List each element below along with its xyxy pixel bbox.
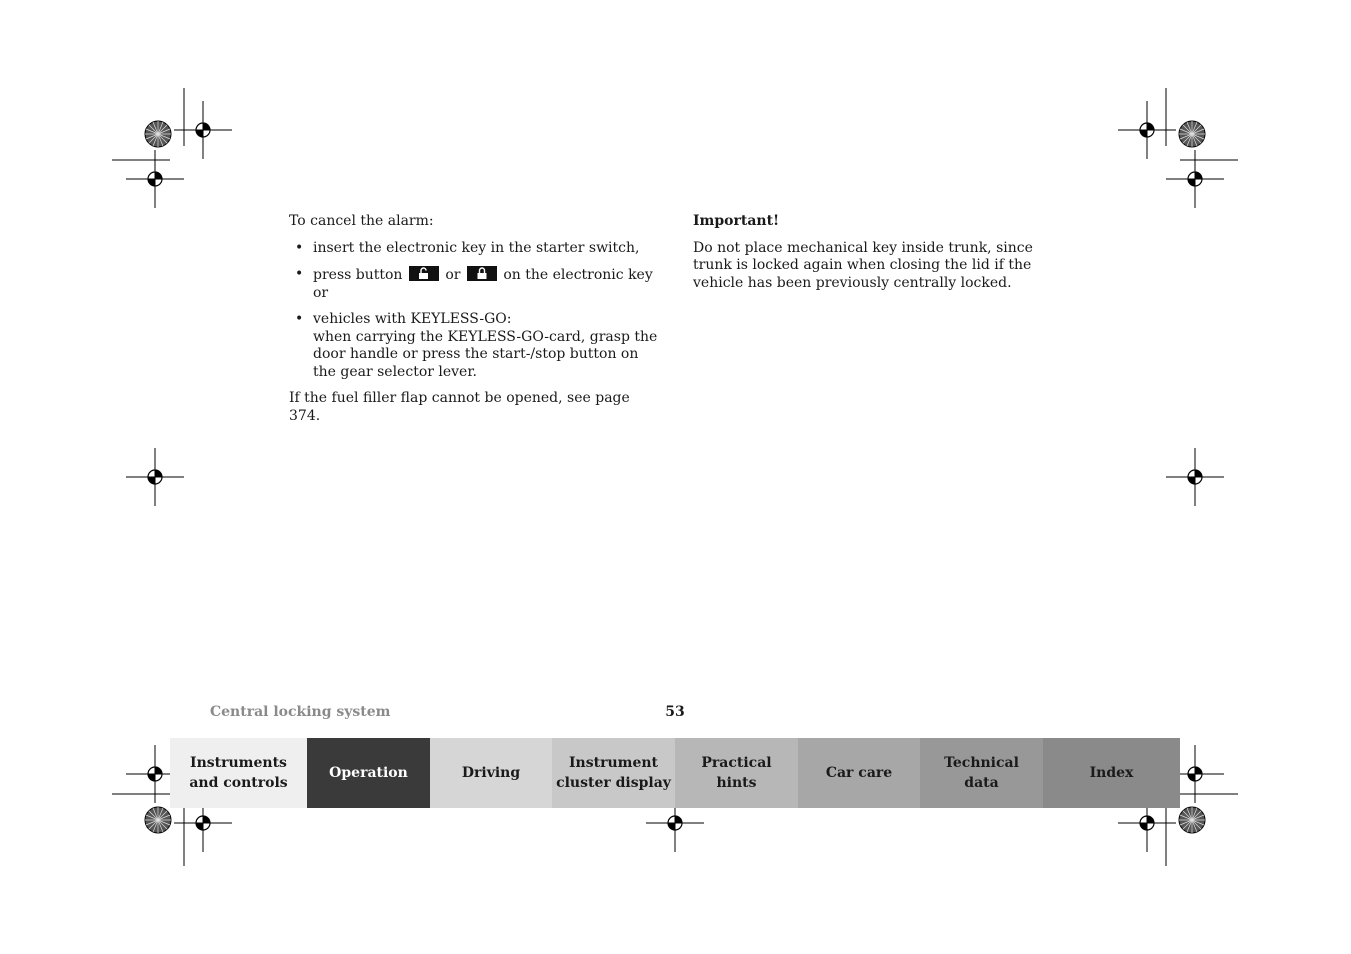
tab-practical-hints[interactable] xyxy=(675,738,798,808)
tab-label: Operation xyxy=(329,765,408,781)
list-item-text: insert the electronic key in the starter switch, xyxy=(313,239,640,256)
fuel-flap-note: If the fuel filler flap cannot be opened, see page 374. xyxy=(289,390,630,424)
tab-label: Instruments and controls xyxy=(189,755,288,791)
chapter-tabs xyxy=(170,738,1180,808)
electronic-key-text: on the electronic key or xyxy=(313,267,653,301)
tab-technical-data[interactable] xyxy=(920,738,1043,808)
list-item xyxy=(289,311,659,381)
important-body: Do not place mechanical key inside trunk, since trunk is locked again when closing the lid if the vehicle has been previously centrally locked. xyxy=(693,239,1033,291)
page-number: 53 xyxy=(665,704,685,720)
list-item xyxy=(289,266,659,302)
tab-label: Driving xyxy=(461,765,521,781)
cancel-alarm-list xyxy=(289,240,659,382)
tab-instruments-and-controls[interactable] xyxy=(170,738,307,808)
important-heading: Important! xyxy=(693,213,780,229)
tab-instrument-cluster-display[interactable] xyxy=(552,738,675,808)
tab-car-care[interactable] xyxy=(798,738,920,808)
tab-operation[interactable] xyxy=(307,738,430,808)
alarm-intro: To cancel the alarm: xyxy=(289,213,434,229)
tab-label: Car care xyxy=(825,765,893,781)
keyless-go-heading: • vehicles with KEYLESS-GO: xyxy=(313,311,512,327)
tab-label: Instrument cluster display xyxy=(556,755,671,791)
list-item xyxy=(289,240,659,258)
or-text: or xyxy=(445,267,461,283)
tab-label: Practical hints xyxy=(701,755,772,791)
unlock-button-icon xyxy=(409,266,439,281)
tab-label: Technical data xyxy=(944,755,1019,791)
right-column xyxy=(693,213,1068,301)
tab-index[interactable] xyxy=(1043,738,1180,808)
left-column xyxy=(289,213,659,434)
section-title: Central locking system xyxy=(210,704,391,720)
keyless-go-text: when carrying the KEYLESS-GO-card, grasp the door handle or press the start-/stop button on the gear selector lever. xyxy=(313,328,658,380)
press-button-text: press button xyxy=(313,267,403,283)
tab-label: Index xyxy=(1089,765,1134,781)
tab-driving[interactable] xyxy=(430,738,552,808)
lock-button-icon xyxy=(467,266,497,281)
